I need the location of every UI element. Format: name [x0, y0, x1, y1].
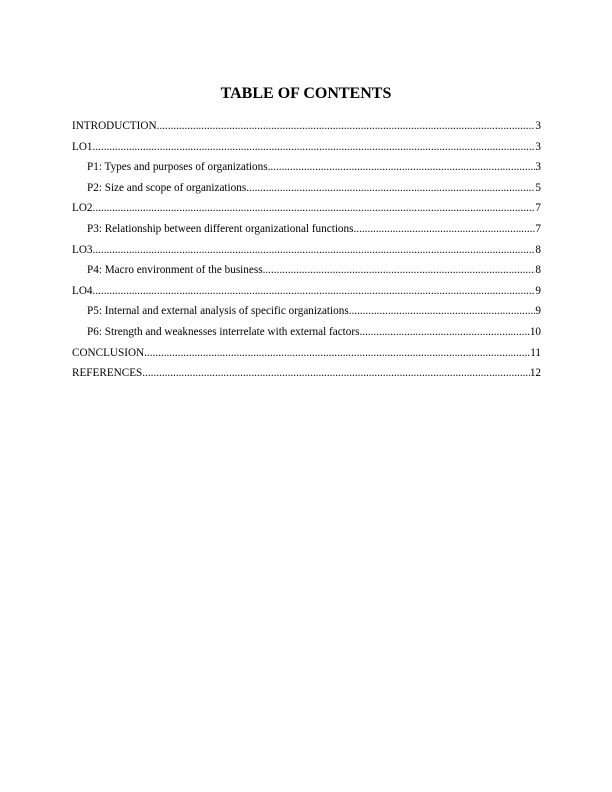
toc-page-number: 3 [535, 140, 541, 153]
toc-entry-conclusion[interactable] [72, 343, 541, 364]
table-of-contents [72, 116, 541, 384]
toc-page-number: 11 [530, 346, 541, 359]
toc-page-number: 10 [529, 325, 541, 338]
toc-entry-label: LO3 [72, 243, 93, 256]
toc-entry-lo2[interactable] [72, 198, 541, 219]
dot-leader [144, 343, 530, 364]
toc-entry-lo4[interactable] [72, 281, 541, 302]
toc-page-number: 12 [529, 367, 541, 380]
toc-entry-label: INTRODUCTION [72, 120, 157, 132]
toc-entry-p1[interactable] [72, 157, 541, 178]
dot-leader [349, 301, 536, 322]
toc-page-number: 3 [535, 161, 541, 174]
dot-leader [93, 137, 536, 158]
toc-entry-introduction[interactable] [72, 116, 541, 137]
toc-page-number: 5 [535, 181, 541, 194]
dot-leader [353, 219, 535, 240]
toc-entry-references[interactable] [72, 363, 541, 384]
toc-entry-label: LO1 [72, 140, 93, 153]
page-title: TABLE OF CONTENTS [220, 85, 392, 102]
toc-entry-p4[interactable] [72, 260, 541, 281]
toc-entry-p6[interactable] [72, 322, 541, 343]
dot-leader [93, 198, 536, 219]
toc-entry-label: P1: Types and purposes of organizations [87, 161, 268, 174]
toc-page-number: 8 [535, 264, 541, 277]
toc-page-number: 3 [535, 120, 541, 132]
toc-page-number: 7 [535, 202, 541, 215]
toc-entry-label: P3: Relationship between different organizational functions [87, 222, 354, 235]
dot-leader [157, 116, 536, 137]
dot-leader [359, 322, 529, 343]
dot-leader [246, 178, 535, 199]
toc-entry-label: P4: Macro environment of the business [87, 264, 263, 277]
dot-leader [263, 260, 536, 281]
toc-entry-label: P6: Strength and weaknesses interrelate with external factors [87, 325, 360, 338]
toc-entry-label: CONCLUSION [72, 346, 145, 359]
dot-leader [142, 363, 530, 384]
toc-page-number: 9 [535, 305, 541, 318]
toc-page-number: 9 [535, 284, 541, 297]
dot-leader [93, 281, 536, 302]
toc-entry-lo1[interactable] [72, 137, 541, 158]
toc-entry-lo3[interactable] [72, 240, 541, 261]
dot-leader [268, 157, 536, 178]
toc-entry-p5[interactable] [72, 301, 541, 322]
toc-page-number: 8 [535, 243, 541, 256]
toc-entry-p2[interactable] [72, 178, 541, 199]
toc-entry-p3[interactable] [72, 219, 541, 240]
toc-page-number: 7 [535, 222, 541, 235]
toc-entry-label: LO2 [72, 202, 93, 215]
toc-entry-label: P5: Internal and external analysis of specific organizations [87, 305, 349, 318]
dot-leader [93, 240, 536, 261]
toc-entry-label: P2: Size and scope of organizations [87, 181, 247, 194]
toc-entry-label: LO4 [72, 284, 93, 297]
toc-entry-label: REFERENCES [72, 367, 143, 380]
